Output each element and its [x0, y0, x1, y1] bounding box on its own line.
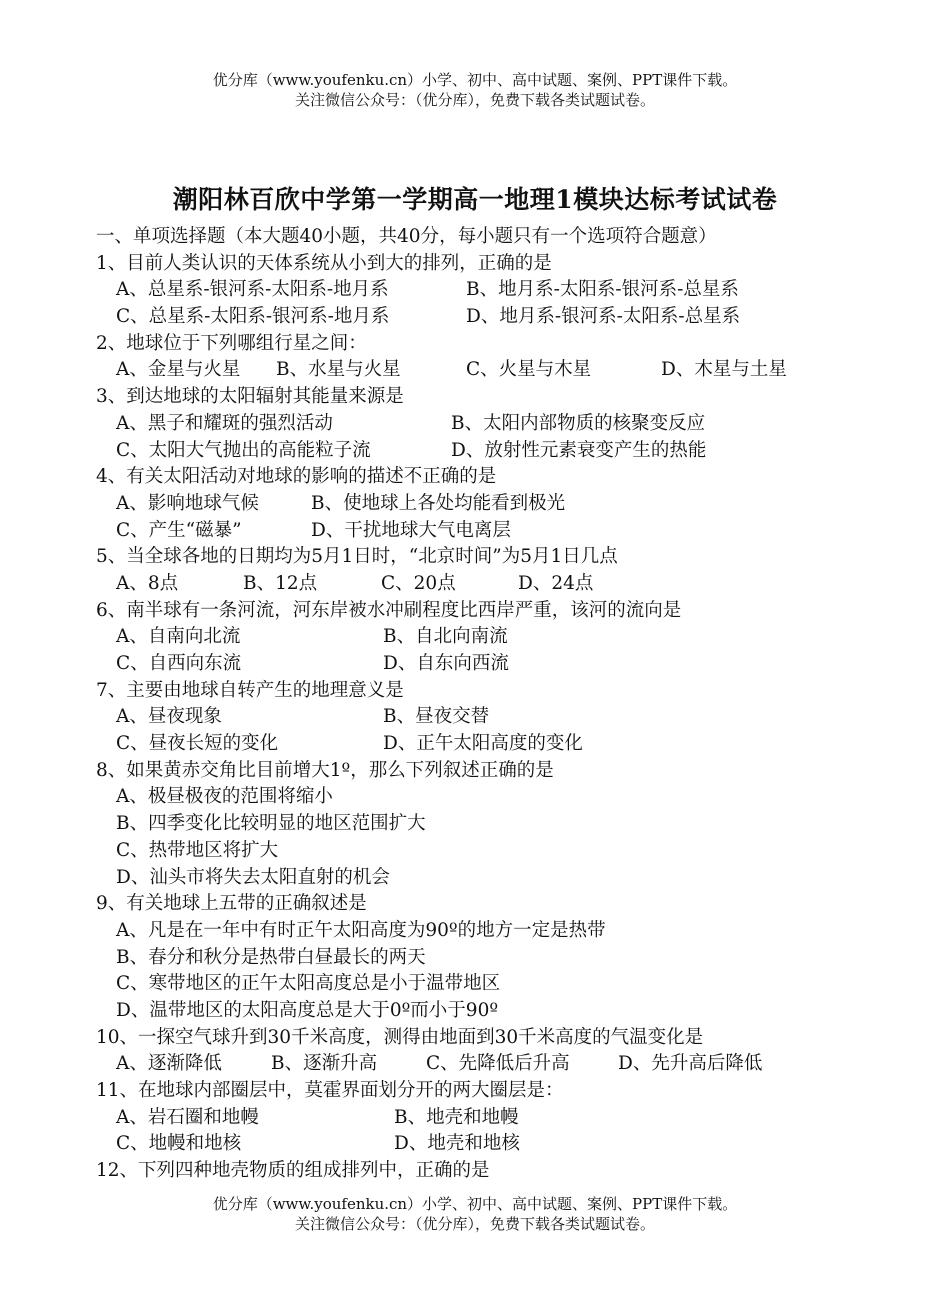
question-3-option-b: B、太阳内部物质的核聚变反应: [451, 412, 706, 434]
question-4-option-c: C、产生“磁暴”: [116, 519, 242, 541]
question-7-option-b: B、昼夜交替: [383, 706, 490, 728]
question-7-options-row-2: [96, 731, 916, 758]
question-5-option-c: C、20点: [381, 572, 456, 594]
exam-title: 潮阳林百欣中学第一学期高一地理1模块达标考试试卷: [172, 185, 778, 214]
question-3-option-c: C、太阳大气抛出的高能粒子流: [116, 439, 371, 461]
question-8-option-c: [96, 838, 916, 865]
question-8-stem: 8、如果黄赤交角比目前增大1º，那么下列叙述正确的是: [96, 759, 554, 781]
question-5-option-a: A、8点: [116, 572, 179, 594]
question-5-option-b: B、12点: [243, 572, 318, 594]
question-8-option-b: [96, 811, 916, 838]
question-6-option-a: A、自南向北流: [116, 626, 241, 648]
question-6-stem: 6、南半球有一条河流，河东岸被水冲刷程度比西岸严重，该河的流向是: [96, 599, 682, 621]
question-4-options-row-1: [96, 491, 916, 518]
question-8-option-c-text: C、热带地区将扩大: [116, 839, 279, 861]
question-10-option-b: B、逐渐升高: [271, 1053, 378, 1075]
footer-line-1: 优分库（www.youfenku.cn）小学、初中、高中试题、案例、PPT课件下载。: [212, 1195, 738, 1213]
header-line-2: 关注微信公众号：（优分库），免费下载各类试题试卷。: [294, 91, 655, 109]
question-5-option-d: D、24点: [518, 572, 594, 594]
question-9-option-d: [96, 998, 916, 1025]
question-9-stem: 9、有关地球上五带的正确叙述是: [96, 893, 367, 915]
question-8-option-b-text: B、四季变化比较明显的地区范围扩大: [116, 813, 426, 835]
question-7-option-c: C、昼夜长短的变化: [116, 733, 279, 755]
question-2-stem: 2、地球位于下列哪组行星之间：: [96, 332, 367, 354]
question-11-option-d: D、地壳和地核: [394, 1133, 520, 1155]
question-6-option-c: C、自西向东流: [116, 653, 242, 674]
question-1-stem: 1、目前人类认识的天体系统从小到大的排列，正确的是: [96, 252, 552, 274]
question-2-option-d: D、木星与土星: [661, 359, 787, 381]
page-header: [0, 70, 950, 110]
question-7-option-d: D、正午太阳高度的变化: [383, 733, 583, 755]
question-6-option-b: B、自北向南流: [383, 626, 508, 648]
question-9-option-b-text: B、春分和秋分是热带白昼最长的两天: [116, 946, 426, 968]
question-11-option-c: C、地幔和地核: [116, 1133, 242, 1155]
question-3-option-a: A、黑子和耀斑的强烈活动: [116, 412, 333, 434]
question-4-option-a: A、影响地球气候: [116, 492, 259, 514]
question-4-option-d: D、干扰地球大气电离层: [311, 519, 511, 541]
question-6-options-row-2: [96, 651, 916, 678]
question-7-stem: 7、主要由地球自转产生的地理意义是: [96, 679, 404, 701]
page-footer: [0, 1194, 950, 1234]
question-8-option-a-text: A、极昼极夜的范围将缩小: [116, 786, 333, 808]
question-6-options-row-1: [96, 624, 916, 651]
question-2-options-row: [96, 357, 916, 384]
question-10-options-row: [96, 1051, 916, 1078]
question-10-option-a: A、逐渐降低: [116, 1053, 222, 1075]
question-2-option-c: C、火星与木星: [466, 359, 592, 381]
question-1-option-b: B、地月系-太阳系-银河系-总星系: [466, 279, 739, 301]
question-1-options-row-1: [96, 277, 916, 304]
question-1-options-row-2: [96, 304, 916, 331]
footer-line-2: 关注微信公众号：（优分库），免费下载各类试题试卷。: [294, 1215, 655, 1233]
question-3-options-row-1: [96, 411, 916, 438]
question-9-option-a: [96, 918, 916, 945]
question-5-stem: 5、当全球各地的日期均为5月1日时，“北京时间”为5月1日几点: [96, 546, 618, 568]
question-4-option-b: B、使地球上各处均能看到极光: [311, 492, 566, 514]
section-heading: 一、单项选择题（本大题40小题，共40分，每小题只有一个选项符合题意）: [96, 226, 717, 247]
question-9-option-d-text: D、温带地区的太阳高度总是大于0º而小于90º: [116, 999, 499, 1021]
exam-content: [96, 224, 916, 1185]
question-7-options-row-1: [96, 704, 916, 731]
question-3-option-d: D、放射性元素衰变产生的热能: [451, 439, 707, 461]
question-1-option-c: C、总星系-太阳系-银河系-地月系: [116, 306, 390, 328]
question-8-option-d: [96, 865, 916, 892]
question-12-stem: 12、下列四种地壳物质的组成排列中，正确的是: [96, 1160, 490, 1182]
question-3-options-row-2: [96, 438, 916, 465]
question-9-option-b: [96, 945, 916, 972]
question-9-option-c-text: C、寒带地区的正午太阳高度总是小于温带地区: [116, 973, 501, 995]
question-2-option-a: A、金星与火星: [116, 359, 241, 381]
question-9-option-c: [96, 971, 916, 998]
question-10-stem: 10、一探空气球升到30千米高度，测得由地面到30千米高度的气温变化是: [96, 1026, 704, 1048]
question-11-option-b: B、地壳和地幔: [394, 1106, 519, 1128]
question-8-option-a: [96, 784, 916, 811]
question-5-options-row: [96, 571, 916, 598]
question-8-option-d-text: D、汕头市将失去太阳直射的机会: [116, 866, 390, 888]
question-11-stem: 11、在地球内部圈层中，莫霍界面划分开的两大圈层是：: [96, 1080, 564, 1101]
question-11-options-row-2: [96, 1131, 916, 1158]
header-line-1: 优分库（www.youfenku.cn）小学、初中、高中试题、案例、PPT课件下载。: [212, 71, 738, 89]
question-9-option-a-text: A、凡是在一年中有时正午太阳高度为90º的地方一定是热带: [116, 919, 606, 941]
question-1-option-a: A、总星系-银河系-太阳系-地月系: [116, 279, 389, 301]
question-2-option-b: B、水星与火星: [276, 359, 401, 381]
question-3-stem: 3、到达地球的太阳辐射其能量来源是: [96, 386, 404, 408]
question-7-option-a: A、昼夜现象: [116, 706, 222, 728]
question-4-stem: 4、有关太阳活动对地球的影响的描述不正确的是: [96, 466, 497, 488]
question-4-options-row-2: [96, 518, 916, 545]
question-11-options-row-1: [96, 1105, 916, 1132]
question-11-option-a: A、岩石圈和地幔: [116, 1106, 259, 1128]
question-1-option-d: D、地月系-银河系-太阳系-总星系: [466, 306, 741, 328]
question-10-option-d: D、先升高后降低: [618, 1053, 763, 1075]
question-6-option-d: D、自东向西流: [383, 653, 509, 674]
question-10-option-c: C、先降低后升高: [426, 1053, 570, 1075]
